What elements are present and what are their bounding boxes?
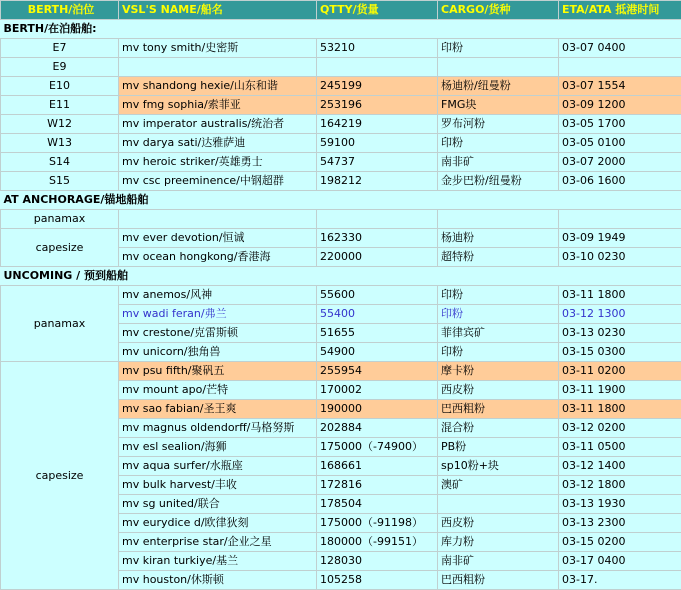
- vessel-class-cell: panamax: [1, 210, 119, 229]
- eta-cell: 03-13 2300: [559, 514, 681, 533]
- cargo-cell: 西皮粉: [438, 381, 559, 400]
- cargo-cell: 杨迪粉/纽曼粉: [438, 77, 559, 96]
- vessel-name-cell: mv anemos/风神: [119, 286, 317, 305]
- eta-cell: 03-12 0200: [559, 419, 681, 438]
- vessel-name-cell: mv darya sati/达雅萨迪: [119, 134, 317, 153]
- cargo-cell: 南非矿: [438, 153, 559, 172]
- vessel-name-cell: mv ever devotion/恒诚: [119, 229, 317, 248]
- vessel-name-cell: mv shandong hexie/山东和谐: [119, 77, 317, 96]
- vessel-name-cell: mv wadi feran/弗兰: [119, 305, 317, 324]
- cargo-cell: [438, 58, 559, 77]
- qtty-cell: 170002: [317, 381, 438, 400]
- cargo-cell: 印粉: [438, 134, 559, 153]
- eta-cell: 03-15 0300: [559, 343, 681, 362]
- qtty-cell: 54737: [317, 153, 438, 172]
- qtty-cell: 220000: [317, 248, 438, 267]
- vessel-name-cell: mv unicorn/独角兽: [119, 343, 317, 362]
- qtty-cell: 162330: [317, 229, 438, 248]
- qtty-cell: 178504: [317, 495, 438, 514]
- eta-cell: 03-15 0200: [559, 533, 681, 552]
- qtty-cell: 180000（-99151）: [317, 533, 438, 552]
- eta-cell: 03-13 1930: [559, 495, 681, 514]
- cargo-cell: sp10粉+块: [438, 457, 559, 476]
- vessel-name-cell: mv aqua surfer/水瓶座: [119, 457, 317, 476]
- section-upcoming: [1, 267, 681, 286]
- vessel-name-cell: mv heroic striker/英雄勇士: [119, 153, 317, 172]
- qtty-cell: 172816: [317, 476, 438, 495]
- eta-cell: 03-12 1400: [559, 457, 681, 476]
- cargo-cell: 印粉: [438, 343, 559, 362]
- berth-cell: S15: [1, 172, 119, 191]
- qtty-cell: 54900: [317, 343, 438, 362]
- vessel-name-cell: mv fmg sophia/索菲亚: [119, 96, 317, 115]
- qtty-cell: 190000: [317, 400, 438, 419]
- qtty-cell: 105258: [317, 571, 438, 590]
- table-row: [1, 134, 681, 153]
- table-row: [1, 77, 681, 96]
- header-row: [1, 1, 681, 20]
- header-qtty: QTTY/货量: [317, 1, 438, 20]
- table-row: [1, 286, 681, 305]
- table-row: [1, 172, 681, 191]
- vessel-name-cell: mv enterprise star/企业之星: [119, 533, 317, 552]
- eta-cell: 03-11 1800: [559, 286, 681, 305]
- eta-cell: 03-07 1554: [559, 77, 681, 96]
- eta-cell: 03-13 0230: [559, 324, 681, 343]
- eta-cell: 03-17.: [559, 571, 681, 590]
- qtty-cell: 53210: [317, 39, 438, 58]
- cargo-cell: 巴西粗粉: [438, 571, 559, 590]
- qtty-cell: 175000（-74900）: [317, 438, 438, 457]
- vessel-name-cell: mv ocean hongkong/香港海: [119, 248, 317, 267]
- empty-cell: [559, 210, 681, 229]
- berth-cell: E7: [1, 39, 119, 58]
- cargo-cell: 混合粉: [438, 419, 559, 438]
- eta-cell: 03-17 0400: [559, 552, 681, 571]
- table-row: [1, 362, 681, 381]
- vessel-name-cell: mv kiran turkiye/基兰: [119, 552, 317, 571]
- header-berth: BERTH/泊位: [1, 1, 119, 20]
- table-row: [1, 153, 681, 172]
- qtty-cell: 202884: [317, 419, 438, 438]
- section-berth-label: BERTH/在泊船舶:: [1, 20, 681, 39]
- cargo-cell: PB粉: [438, 438, 559, 457]
- vessel-name-cell: mv crestone/克雷斯顿: [119, 324, 317, 343]
- berth-cell: E9: [1, 58, 119, 77]
- vessel-class-cell: capesize: [1, 362, 119, 590]
- empty-cell: [317, 210, 438, 229]
- header-vessel-name: VSL'S NAME/船名: [119, 1, 317, 20]
- table-row: [1, 39, 681, 58]
- table-row: [1, 229, 681, 248]
- vessel-name-cell: mv magnus oldendorff/马格努斯: [119, 419, 317, 438]
- vessel-name-cell: mv mount apo/芒特: [119, 381, 317, 400]
- eta-cell: [559, 58, 681, 77]
- vessel-name-cell: mv sao fabian/圣王爽: [119, 400, 317, 419]
- eta-cell: 03-11 0500: [559, 438, 681, 457]
- cargo-cell: 库力粉: [438, 533, 559, 552]
- vessel-name-cell: mv houston/休斯顿: [119, 571, 317, 590]
- eta-cell: 03-05 1700: [559, 115, 681, 134]
- vessel-name-cell: mv eurydice d/欧律狄刻: [119, 514, 317, 533]
- eta-cell: 03-12 1800: [559, 476, 681, 495]
- cargo-cell: 摩卡粉: [438, 362, 559, 381]
- vessel-name-cell: mv psu fifth/聚矾五: [119, 362, 317, 381]
- eta-cell: 03-09 1200: [559, 96, 681, 115]
- eta-cell: 03-07 2000: [559, 153, 681, 172]
- table-row: [1, 115, 681, 134]
- qtty-cell: 245199: [317, 77, 438, 96]
- empty-cell: [119, 210, 317, 229]
- berth-cell: E10: [1, 77, 119, 96]
- qtty-cell: 175000（-91198）: [317, 514, 438, 533]
- qtty-cell: 253196: [317, 96, 438, 115]
- vessel-name-cell: [119, 58, 317, 77]
- vessel-name-cell: mv imperator australis/统治者: [119, 115, 317, 134]
- eta-cell: 03-05 0100: [559, 134, 681, 153]
- section-anchorage: [1, 191, 681, 210]
- vessel-class-cell: panamax: [1, 286, 119, 362]
- table-row: [1, 58, 681, 77]
- vessel-name-cell: mv tony smith/史密斯: [119, 39, 317, 58]
- cargo-cell: [438, 495, 559, 514]
- section-berth: [1, 20, 681, 39]
- table-row: [1, 210, 681, 229]
- eta-cell: 03-10 0230: [559, 248, 681, 267]
- qtty-cell: 255954: [317, 362, 438, 381]
- cargo-cell: FMG块: [438, 96, 559, 115]
- eta-cell: 03-11 1800: [559, 400, 681, 419]
- eta-cell: 03-12 1300: [559, 305, 681, 324]
- qtty-cell: 55400: [317, 305, 438, 324]
- qtty-cell: 59100: [317, 134, 438, 153]
- vessel-class-cell: capesize: [1, 229, 119, 267]
- eta-cell: 03-11 1900: [559, 381, 681, 400]
- cargo-cell: 南非矿: [438, 552, 559, 571]
- vessel-name-cell: mv esl sealion/海狮: [119, 438, 317, 457]
- eta-cell: 03-11 0200: [559, 362, 681, 381]
- qtty-cell: 51655: [317, 324, 438, 343]
- qtty-cell: 168661: [317, 457, 438, 476]
- vessel-name-cell: mv bulk harvest/丰收: [119, 476, 317, 495]
- eta-cell: 03-06 1600: [559, 172, 681, 191]
- berth-cell: S14: [1, 153, 119, 172]
- cargo-cell: 澳矿: [438, 476, 559, 495]
- eta-cell: 03-07 0400: [559, 39, 681, 58]
- cargo-cell: 超特粉: [438, 248, 559, 267]
- empty-cell: [438, 210, 559, 229]
- qtty-cell: 198212: [317, 172, 438, 191]
- cargo-cell: 印粉: [438, 286, 559, 305]
- header-eta: ETA/ATA 抵港时间: [559, 1, 681, 20]
- cargo-cell: 罗布河粉: [438, 115, 559, 134]
- qtty-cell: 55600: [317, 286, 438, 305]
- cargo-cell: 金步巴粉/纽曼粉: [438, 172, 559, 191]
- eta-cell: 03-09 1949: [559, 229, 681, 248]
- vessel-name-cell: mv csc preeminence/中钢超群: [119, 172, 317, 191]
- cargo-cell: 印粉: [438, 39, 559, 58]
- table-row: [1, 96, 681, 115]
- cargo-cell: 西皮粉: [438, 514, 559, 533]
- qtty-cell: 164219: [317, 115, 438, 134]
- berth-cell: W13: [1, 134, 119, 153]
- cargo-cell: 杨迪粉: [438, 229, 559, 248]
- qtty-cell: 128030: [317, 552, 438, 571]
- vessel-name-cell: mv sg united/联合: [119, 495, 317, 514]
- section-anchorage-label: AT ANCHORAGE/锚地船舶: [1, 191, 681, 210]
- berth-cell: W12: [1, 115, 119, 134]
- section-upcoming-label: UNCOMING / 预到船舶: [1, 267, 681, 286]
- cargo-cell: 巴西粗粉: [438, 400, 559, 419]
- berth-cell: E11: [1, 96, 119, 115]
- qtty-cell: [317, 58, 438, 77]
- cargo-cell: 印粉: [438, 305, 559, 324]
- cargo-cell: 菲律宾矿: [438, 324, 559, 343]
- header-cargo: CARGO/货种: [438, 1, 559, 20]
